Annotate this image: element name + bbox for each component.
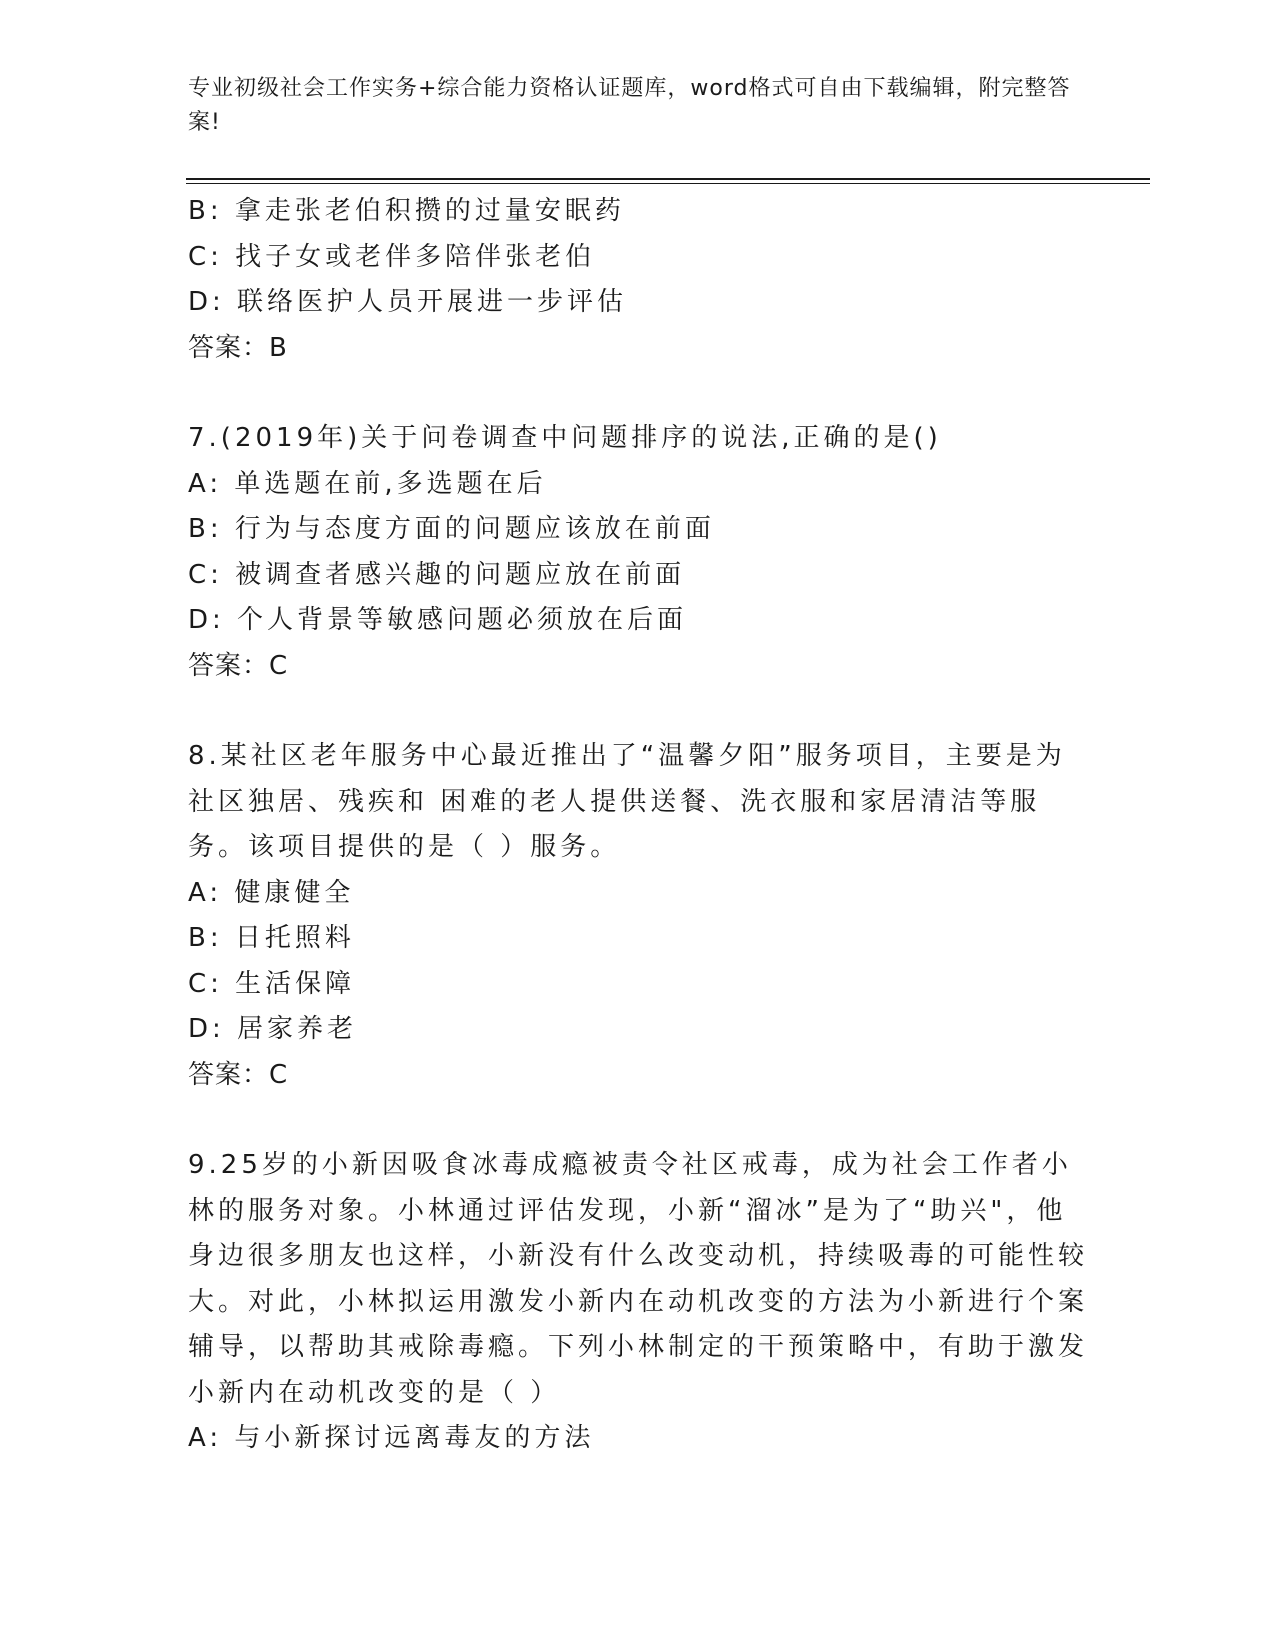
header-rule-thin bbox=[186, 183, 1150, 184]
spacer bbox=[188, 689, 1088, 734]
option-d: D: 居家养老 bbox=[188, 1014, 358, 1044]
question-8 bbox=[188, 734, 1088, 1098]
question-content bbox=[188, 189, 1088, 1462]
answer: 答案：B bbox=[188, 332, 288, 363]
question-stem: 9.25岁的小新因吸食冰毒成瘾被责令社区戒毒，成为社会工作者小林的服务对象。小林通过评估发现，小新“溜冰”是为了“助兴"，他身边很多朋友也这样，小新没有什么改变动机，持续吸毒的可能性较大。对此，小林拟运用激发小新内在动机改变的方法为小新进行个案辅导，以帮助其戒除毒瘾。下列小林制定的干预策略中，有助于激发小新内在动机改变的是（ ） bbox=[188, 1150, 1089, 1408]
question-9 bbox=[188, 1143, 1088, 1462]
question-stem: 8.某社区老年服务中心最近推出了“温馨夕阳”服务项目，主要是为社区独居、残疾和 困难的老人提供送餐、洗衣服和家居清洁等服务。该项目提供的是（ ）服务。 bbox=[188, 741, 1066, 862]
spacer bbox=[188, 1098, 1088, 1143]
option-a: A: 健康健全 bbox=[188, 877, 355, 908]
option-a: A: 与小新探讨远离毒友的方法 bbox=[188, 1423, 595, 1453]
option-d: D: 个人背景等敏感问题必须放在后面 bbox=[188, 605, 688, 635]
option-c: C: 被调查者感兴趣的问题应放在前面 bbox=[188, 559, 686, 590]
question-stem: 7.(2019年)关于问卷调查中问题排序的说法,正确的是() bbox=[188, 423, 942, 453]
header-rule-thick bbox=[186, 178, 1150, 180]
question-7 bbox=[188, 416, 1088, 689]
option-a: A: 单选题在前,多选题在后 bbox=[188, 468, 547, 499]
option-c: C: 找子女或老伴多陪伴张老伯 bbox=[188, 241, 596, 272]
option-d: D: 联络医护人员开展进一步评估 bbox=[188, 287, 628, 317]
option-b: B: 行为与态度方面的问题应该放在前面 bbox=[188, 514, 715, 544]
answer: 答案：C bbox=[188, 1059, 289, 1090]
option-b: B: 拿走张老伯积攒的过量安眠药 bbox=[188, 196, 625, 226]
option-b: B: 日托照料 bbox=[188, 923, 355, 953]
page-header: 专业初级社会工作实务+综合能力资格认证题库，word格式可自由下载编辑，附完整答案! bbox=[188, 76, 1071, 135]
option-c: C: 生活保障 bbox=[188, 968, 356, 999]
spacer bbox=[188, 371, 1088, 416]
answer: 答案：C bbox=[188, 650, 289, 681]
question-6-tail bbox=[188, 189, 1088, 371]
